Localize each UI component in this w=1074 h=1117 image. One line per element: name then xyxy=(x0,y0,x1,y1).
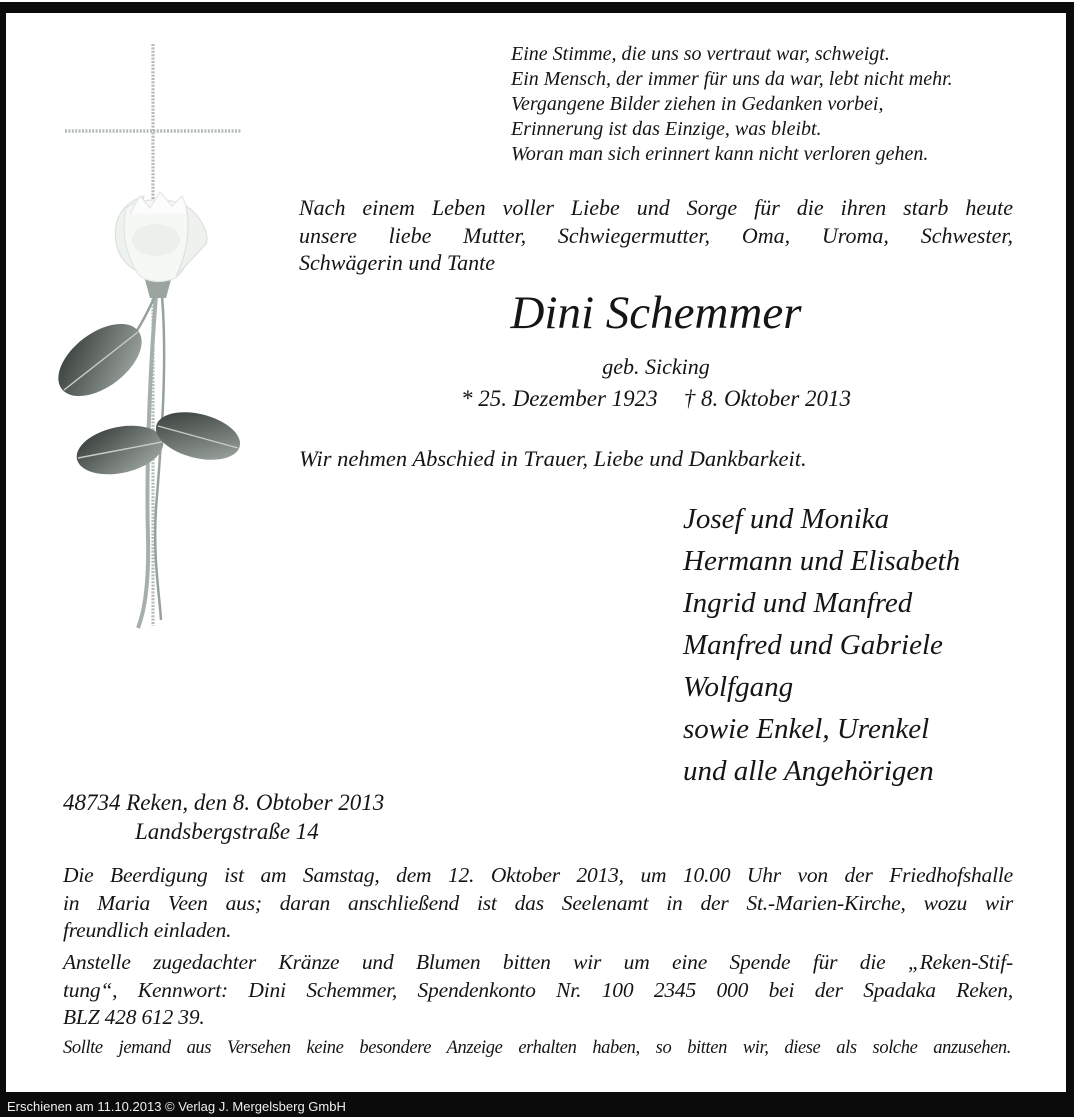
mourners-list xyxy=(683,498,960,792)
mourner-name: Wolfgang xyxy=(683,671,794,703)
mourner-name: und alle Angehörigen xyxy=(683,755,934,787)
intro-line: Schwägerin und Tante xyxy=(299,250,495,275)
poem-line: Woran man sich erinnert kann nicht verloren gehen. xyxy=(511,143,929,165)
funeral-paragraph xyxy=(63,862,1013,945)
mourner-name: Ingrid und Manfred xyxy=(683,587,913,619)
funeral-line: Die Beerdigung ist am Samstag, dem 12. Oktober 2013, um 10.00 Uhr von der Friedhofshalle xyxy=(63,863,1013,887)
footer-text: Erschienen am 11.10.2013 © Verlag J. Mergelsberg GmbH xyxy=(7,1099,346,1114)
poem xyxy=(511,42,953,167)
mourner-name: sowie Enkel, Urenkel xyxy=(683,713,930,745)
maiden-name: geb. Sicking xyxy=(602,354,710,379)
poem-line: Ein Mensch, der immer für uns da war, lebt nicht mehr. xyxy=(511,68,953,90)
place-date-block xyxy=(63,789,384,846)
notice-text: Sollte jemand aus Versehen keine besondere Anzeige erhalten haben, so bitten wir, diese als solche anzusehen. xyxy=(63,1038,1011,1058)
death-date: † 8. Oktober 2013 xyxy=(683,386,852,411)
deceased-name: Dini Schemmer xyxy=(510,287,802,339)
donation-line: BLZ 428 612 39. xyxy=(63,1005,205,1030)
publisher-footer xyxy=(0,1096,1074,1117)
memorial-cross-rose-illustration xyxy=(48,38,268,638)
poem-line: Vergangene Bilder ziehen in Gedanken vorbei, xyxy=(511,93,884,115)
intro-line: Nach einem Leben voller Liebe und Sorge für die ihren starb heute xyxy=(299,195,1013,220)
birth-date: * 25. Dezember 1923 xyxy=(460,386,658,411)
intro-line: unsere liebe Mutter, Schwiegermutter, Oma, Uroma, Schwester, xyxy=(299,222,1013,248)
donation-line: tung“, Kennwort: Dini Schemmer, Spendenkonto Nr. 100 2345 000 bei der Spadaka Reken, xyxy=(63,977,1013,1002)
mourner-name: Manfred und Gabriele xyxy=(683,629,943,661)
mourner-name: Hermann und Elisabeth xyxy=(683,545,961,577)
address-line: Landsbergstraße 14 xyxy=(135,818,319,844)
donation-line: Anstelle zugedachter Kränze und Blumen bitten wir um eine Spende für die „Reken-Stif- xyxy=(63,950,1013,974)
mourner-name: Josef und Monika xyxy=(683,503,890,535)
donation-paragraph xyxy=(63,949,1013,1032)
white-rose-icon xyxy=(115,192,207,298)
life-dates xyxy=(299,386,1013,412)
poem-line: Erinnerung ist das Einzige, was bleibt. xyxy=(511,118,822,140)
place-date-line: 48734 Reken, den 8. Obtober 2013 xyxy=(63,790,385,815)
intro-paragraph xyxy=(299,194,1013,277)
funeral-line: freundlich einladen. xyxy=(63,918,232,943)
poem-line: Eine Stimme, die uns so vertraut war, schweigt. xyxy=(511,43,890,65)
farewell-text: Wir nehmen Abschied in Trauer, Liebe und Dankbarkeit. xyxy=(299,446,807,471)
funeral-line: in Maria Veen aus; daran anschließend ist das Seelenamt in der St.-Marien-Kirche, wozu wir xyxy=(63,890,1013,915)
rose-leaves-icon xyxy=(48,310,245,482)
